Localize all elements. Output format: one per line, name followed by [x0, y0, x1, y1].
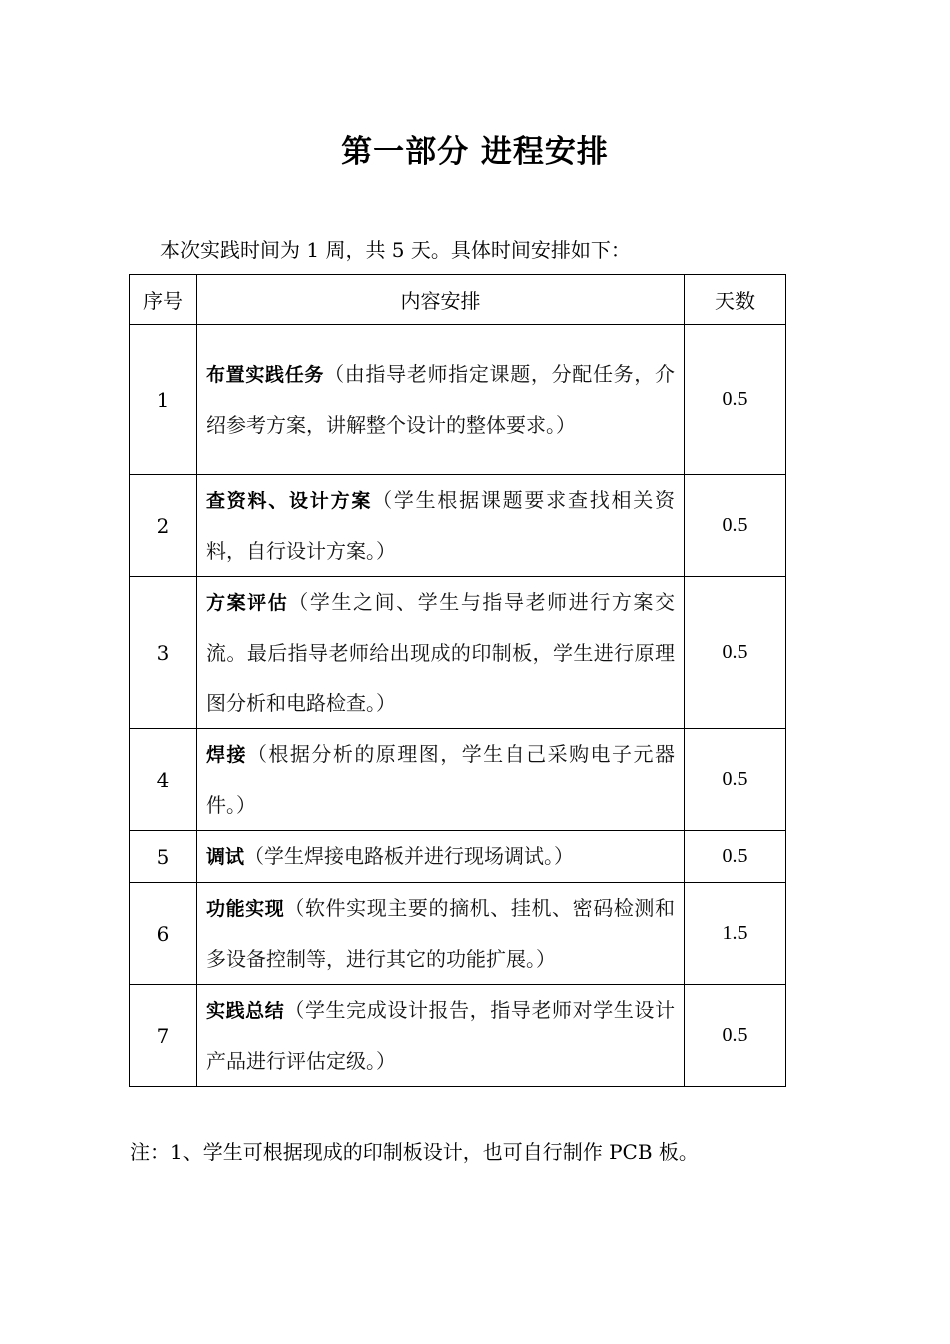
row-title: 焊接	[206, 744, 247, 766]
header-days: 天数	[685, 275, 786, 325]
table-row	[130, 985, 786, 1087]
row-days: 0.5	[685, 985, 786, 1087]
row-title: 方案评估	[206, 592, 289, 614]
table-header-row	[130, 275, 786, 325]
row-title: 功能实现	[206, 898, 285, 920]
row-seq: 7	[130, 985, 197, 1087]
table-row	[130, 883, 786, 985]
row-content	[197, 577, 685, 729]
row-days: 0.5	[685, 475, 786, 577]
row-seq: 4	[130, 729, 197, 831]
table-row	[130, 577, 786, 729]
row-days: 0.5	[685, 577, 786, 729]
table-row	[130, 325, 786, 475]
row-content	[197, 831, 685, 883]
row-content	[197, 325, 685, 475]
row-days: 0.5	[685, 831, 786, 883]
row-desc: （学生根据课题要求查找相关资料，自行设计方案。）	[206, 488, 675, 563]
row-days: 0.5	[685, 325, 786, 475]
row-seq: 1	[130, 325, 197, 475]
footnote: 注：1、学生可根据现成的印制板设计，也可自行制作 PCB 板。	[130, 1140, 699, 1164]
row-desc: （学生完成设计报告，指导老师对学生设计产品进行评估定级。）	[206, 998, 675, 1073]
row-desc: （学生之间、学生与指导老师进行方案交流。最后指导老师给出现成的印制板，学生进行原理图分析和电路检查。）	[206, 590, 675, 715]
row-seq: 2	[130, 475, 197, 577]
row-days: 0.5	[685, 729, 786, 831]
row-content	[197, 985, 685, 1087]
row-seq: 3	[130, 577, 197, 729]
row-title: 实践总结	[206, 1000, 285, 1022]
row-title: 调试	[206, 846, 245, 868]
row-title: 查资料、设计方案	[206, 490, 373, 512]
table-row	[130, 475, 786, 577]
row-content	[197, 475, 685, 577]
row-content	[197, 883, 685, 985]
table-row	[130, 831, 786, 883]
intro-paragraph: 本次实践时间为 1 周，共 5 天。具体时间安排如下：	[160, 238, 631, 262]
row-content	[197, 729, 685, 831]
header-seq: 序号	[130, 275, 197, 325]
schedule-table	[129, 274, 786, 1087]
row-desc: （软件实现主要的摘机、挂机、密码检测和多设备控制等，进行其它的功能扩展。）	[206, 896, 675, 971]
table-row	[130, 729, 786, 831]
row-title: 布置实践任务	[206, 364, 325, 386]
row-desc: （根据分析的原理图，学生自己采购电子元器件。）	[206, 742, 675, 817]
row-desc: （学生焊接电路板并进行现场调试。）	[244, 844, 575, 868]
row-days: 1.5	[685, 883, 786, 985]
row-seq: 6	[130, 883, 197, 985]
row-desc: （由指导老师指定课题，分配任务，介绍参考方案，讲解整个设计的整体要求。）	[206, 362, 675, 437]
row-seq: 5	[130, 831, 197, 883]
page-title: 第一部分 进程安排	[341, 134, 609, 170]
header-content: 内容安排	[197, 275, 685, 325]
